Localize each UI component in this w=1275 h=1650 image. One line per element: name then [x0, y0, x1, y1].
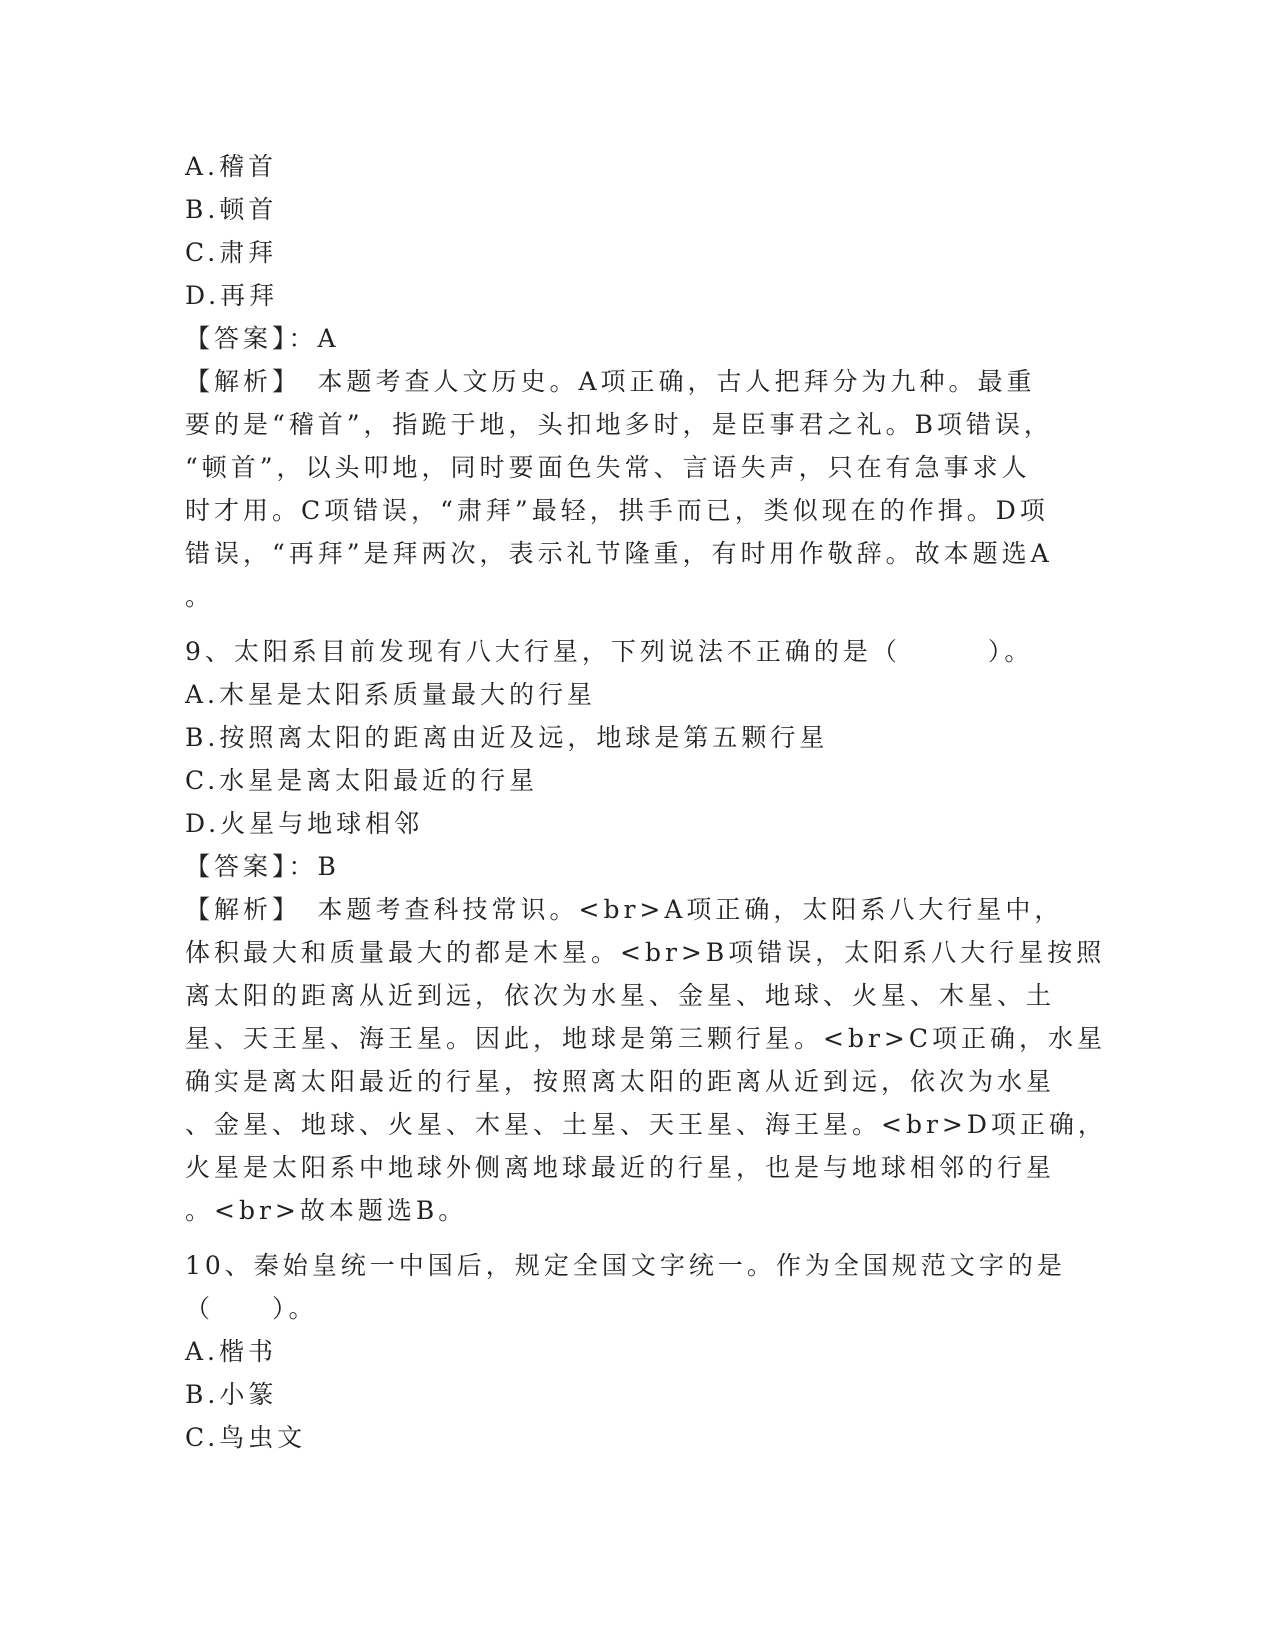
analysis-line: 星、天王星、海王星。因此，地球是第三颗行星。<br>C项正确，水星 — [185, 1024, 1106, 1053]
option-a: A.木星是太阳系质量最大的行星 — [185, 680, 597, 709]
analysis-line: 【解析】 本题考查科技常识。<br>A项正确，太阳系八大行星中， — [185, 895, 1064, 924]
question-text: 10、秦始皇统一中国后，规定全国文字统一。作为全国规范文字的是 — [185, 1251, 1066, 1280]
question-10-block — [185, 1244, 1085, 1459]
option-a: A.稽首 — [185, 152, 278, 181]
analysis-line: 时才用。C项错误，“肃拜”最轻，拱手而已，类似现在的作揖。D项 — [185, 496, 1049, 525]
option-b: B.按照离太阳的距离由近及远，地球是第五颗行星 — [185, 723, 829, 752]
analysis-line: 、金星、地球、火星、木星、土星、天王星、海王星。<br>D项正确， — [185, 1110, 1107, 1139]
analysis-line: 。 — [185, 582, 215, 611]
answer-line: 【答案】：A — [185, 324, 340, 353]
analysis-paragraph — [185, 888, 1107, 1232]
question-8-block — [185, 145, 1085, 618]
question-9-block — [185, 630, 1107, 1232]
spacer — [185, 618, 1085, 630]
analysis-paragraph — [185, 360, 1085, 618]
question-text: 9、太阳系目前发现有八大行星，下列说法不正确的是（ ）。 — [185, 637, 1034, 666]
option-b: B.小篆 — [185, 1380, 278, 1409]
analysis-line: “顿首”，以头叩地，同时要面色失常、言语失声，只在有急事求人 — [185, 453, 1031, 482]
option-d: D.火星与地球相邻 — [185, 809, 424, 838]
spacer — [185, 1232, 1085, 1244]
option-c: C.水星是离太阳最近的行星 — [185, 766, 539, 795]
analysis-line: 体积最大和质量最大的都是木星。<br>B项错误，太阳系八大行星按照 — [185, 938, 1106, 967]
option-d: D.再拜 — [185, 281, 279, 310]
analysis-line: 要的是“稽首”，指跪于地，头扣地多时，是臣事君之礼。B项错误， — [185, 410, 1053, 439]
analysis-line: 离太阳的距离从近到远，依次为水星、金星、地球、火星、木星、土 — [185, 981, 1056, 1010]
analysis-line: 。<br>故本题选B。 — [185, 1196, 468, 1225]
option-a: A.楷书 — [185, 1337, 278, 1366]
analysis-line: 确实是离太阳最近的行星，按照离太阳的距离从近到远，依次为水星 — [185, 1067, 1056, 1096]
option-c: C.鸟虫文 — [185, 1423, 307, 1452]
question-text-continued: （ ）。 — [185, 1294, 318, 1323]
analysis-line: 火星是太阳系中地球外侧离地球最近的行星，也是与地球相邻的行星 — [185, 1153, 1056, 1182]
option-b: B.顿首 — [185, 195, 278, 224]
answer-line: 【答案】：B — [185, 852, 340, 881]
option-c: C.肃拜 — [185, 238, 278, 267]
analysis-line: 错误，“再拜”是拜两次，表示礼节隆重，有时用作敬辞。故本题选A — [185, 539, 1053, 568]
document-page — [185, 145, 1107, 1459]
analysis-line: 【解析】 本题考查人文历史。A项正确，古人把拜分为九种。最重 — [185, 367, 1036, 396]
